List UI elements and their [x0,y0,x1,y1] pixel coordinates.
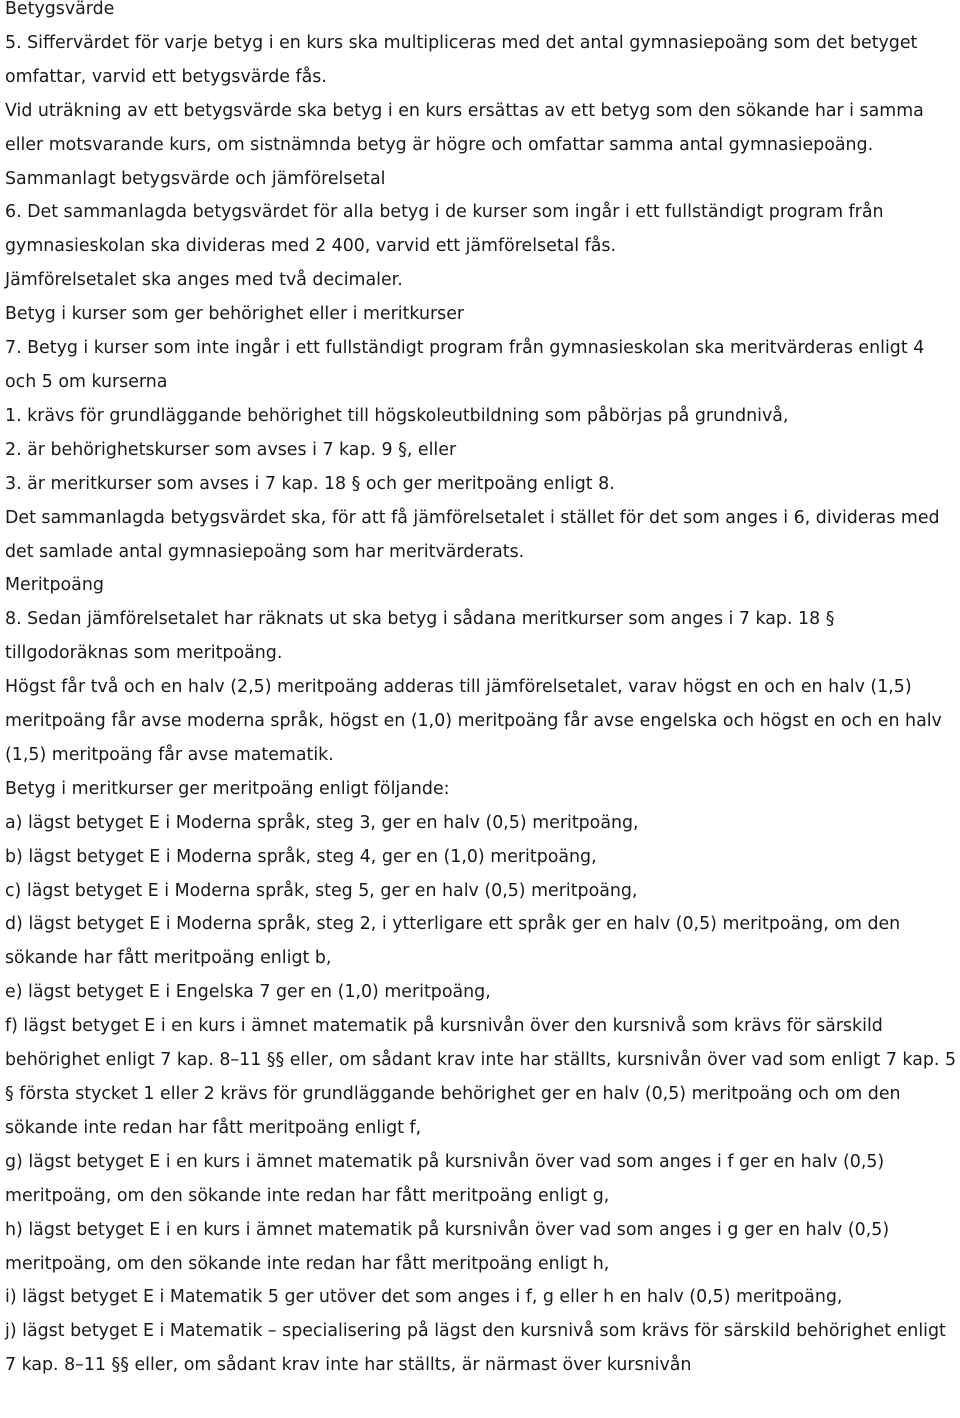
paragraph-5-continued: Vid uträkning av ett betygsvärde ska betyg i en kurs ersättas av ett betyg som den sökande har i samma eller motsvarande kurs, om sistnämnda betyg är högre och omfattar samma antal gymnasiepoäng. [5,100,924,155]
heading-sammanlagt-betygsvarde: Sammanlagt betygsvärde och jämförelsetal [5,168,386,189]
paragraph-6: 6. Det sammanlagda betygsvärdet för alla betyg i de kurser som ingår i ett fullständigt program från gymnasieskolan ska divideras med 2 400, varvid ett jämförelsetal fås. [5,202,884,257]
list-item-i: i) lägst betyget E i Matematik 5 ger utöver det som anges i f, g eller h en halv (0,5) meritpoäng, [5,1287,843,1308]
paragraph-6-decimals: Jämförelsetalet ska anges med två decimaler. [5,270,403,291]
list-item-j: j) lägst betyget E i Matematik – specialisering på lägst den kursnivå som krävs för särskild behörighet enligt 7 kap. 8–11 §§ eller, om sådant krav inte har ställts, är närmast över kursnivån [5,1321,946,1376]
list-item-b: b) lägst betyget E i Moderna språk, steg 4, ger en (1,0) meritpoäng, [5,846,597,867]
document-page [5,0,960,1383]
list-item-h: h) lägst betyget E i en kurs i ämnet matematik på kursnivån över vad som anges i g ger en halv (0,5) meritpoäng, om den sökande inte redan har fått meritpoäng enligt h, [5,1219,890,1274]
paragraph-8-max-points: Högst får två och en halv (2,5) meritpoäng adderas till jämförelsetalet, varav högst en och en halv (1,5) meritpoäng får avse moderna språk, högst en (1,0) meritpoäng får avse engelska och högst en och en halv (1,5) meritpoäng får avse matematik. [5,677,942,765]
list-item-e: e) lägst betyget E i Engelska 7 ger en (1,0) meritpoäng, [5,982,491,1003]
list-item-d: d) lägst betyget E i Moderna språk, steg 2, i ytterligare ett språk ger en halv (0,5) meritpoäng, om den sökande har fått meritpoäng enligt b, [5,914,901,969]
paragraph-8-intro: Betyg i meritkurser ger meritpoäng enligt följande: [5,778,450,799]
paragraph-5: 5. Siffervärdet för varje betyg i en kurs ska multipliceras med det antal gymnasiepoäng som det betyget omfattar, varvid ett betygsvärde fås. [5,32,918,87]
heading-behorighet-meritkurser: Betyg i kurser som ger behörighet eller i meritkurser [5,304,465,325]
list-item-2: 2. är behörighetskurser som avses i 7 kap. 9 §, eller [5,439,457,460]
heading-meritpoang: Meritpoäng [5,575,104,596]
list-item-g: g) lägst betyget E i en kurs i ämnet matematik på kursnivån över vad som anges i f ger en halv (0,5) meritpoäng, om den sökande inte redan har fått meritpoäng enligt g, [5,1151,885,1206]
list-item-f: f) lägst betyget E i en kurs i ämnet matematik på kursnivån över den kursnivå som krävs för särskild behörighet enligt 7 kap. 8–11 §§ eller, om sådant krav inte har ställts, kursnivån över vad som enligt 7 kap. 5 § första stycket 1 eller 2 krävs för grundläggande behörighet ger en halv (0,5) meritpoäng och om den sökande inte redan har fått meritpoäng enligt f, [5,1016,957,1138]
list-item-3: 3. är meritkurser som avses i 7 kap. 18 § och ger meritpoäng enligt 8. [5,473,615,494]
paragraph-7: 7. Betyg i kurser som inte ingår i ett fullständigt program från gymnasieskolan ska meritvärderas enligt 4 och 5 om kurserna [5,338,925,392]
heading-betygsvarde: Betygsvärde [5,0,115,19]
list-item-a: a) lägst betyget E i Moderna språk, steg 3, ger en halv (0,5) meritpoäng, [5,812,639,833]
list-item-c: c) lägst betyget E i Moderna språk, steg 5, ger en halv (0,5) meritpoäng, [5,880,638,901]
paragraph-7-continued: Det sammanlagda betygsvärdet ska, för att få jämförelsetalet i stället för det som anges i 6, divideras med det samlade antal gymnasiepoäng som har meritvärderats. [5,507,940,562]
list-item-1: 1. krävs för grundläggande behörighet till högskoleutbildning som påbörjas på grundnivå, [5,405,789,426]
paragraph-8: 8. Sedan jämförelsetalet har räknats ut ska betyg i sådana meritkurser som anges i 7 kap. 18 § tillgodoräknas som meritpoäng. [5,609,835,664]
